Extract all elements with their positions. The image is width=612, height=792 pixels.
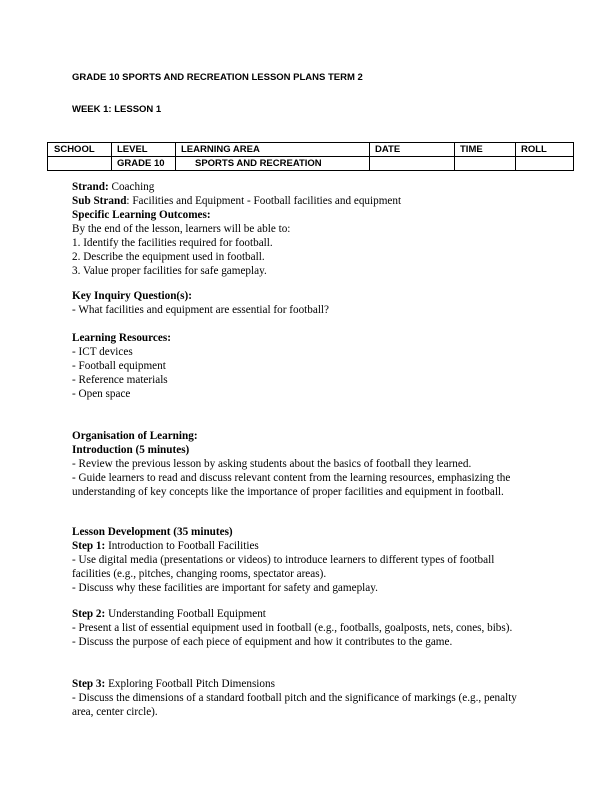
cell-level: GRADE 10 (112, 157, 176, 171)
inquiry-section (72, 289, 552, 317)
strand-section (72, 180, 552, 278)
introduction-label: Introduction (5 minutes) (72, 444, 190, 456)
organisation-label: Organisation of Learning: (72, 430, 198, 442)
header-time: TIME (455, 143, 516, 157)
list-item: - Reference materials (72, 374, 168, 386)
list-item: - Open space (72, 388, 131, 400)
outcomes-label: Specific Learning Outcomes: (72, 209, 211, 221)
cell-roll (516, 157, 574, 171)
organisation-section (72, 429, 552, 499)
header-date: DATE (370, 143, 455, 157)
list-item: - ICT devices (72, 346, 133, 358)
lesson-info-table (47, 142, 574, 171)
header-learning-area: LEARNING AREA (176, 143, 370, 157)
resources-label: Learning Resources: (72, 332, 171, 344)
cell-time (455, 157, 516, 171)
list-item: - Guide learners to read and discuss relevant content from the learning resources, emphasizing the understanding of key concepts like the importance of proper facilities and equipment in football. (72, 472, 511, 498)
step-title: Understanding Football Equipment (105, 608, 266, 620)
step-label: Step 2: (72, 608, 106, 620)
list-item: 2. Describe the equipment used in football. (72, 251, 265, 263)
table-row (48, 157, 574, 171)
list-item: - Discuss the purpose of each piece of equipment and how it contributes to the game. (72, 636, 453, 648)
step-title: Exploring Football Pitch Dimensions (105, 678, 275, 690)
list-item: - Present a list of essential equipment used in football (e.g., footballs, goalposts, nets, cones, bibs). (72, 622, 513, 634)
development-label: Lesson Development (35 minutes) (72, 526, 233, 538)
resources-section (72, 331, 552, 401)
list-item: 1. Identify the facilities required for football. (72, 237, 273, 249)
step-label: Step 3: (72, 678, 106, 690)
development-section (72, 525, 552, 595)
strand-label: Strand: (72, 181, 109, 193)
list-item: 3. Value proper facilities for safe gameplay. (72, 265, 267, 277)
cell-date (370, 157, 455, 171)
sub-strand-value: : Facilities and Equipment - Football facilities and equipment (126, 195, 402, 207)
strand-value: Coaching (108, 181, 155, 193)
sub-strand-label: Sub Strand (72, 195, 127, 207)
step-label: Step 1: (72, 540, 106, 552)
list-item: - Discuss why these facilities are important for safety and gameplay. (72, 582, 378, 594)
cell-learning-area: SPORTS AND RECREATION (176, 157, 370, 171)
list-item: - Discuss the dimensions of a standard football pitch and the significance of markings (e.g., penalty area, center circle). (72, 692, 517, 718)
table-header-row (48, 143, 574, 157)
step-2-section (72, 607, 552, 649)
outcomes-intro: By the end of the lesson, learners will be able to: (72, 223, 291, 235)
header-roll: ROLL (516, 143, 574, 157)
week-heading: WEEK 1: LESSON 1 (72, 104, 162, 115)
list-item: - Football equipment (72, 360, 166, 372)
list-item: - Use digital media (presentations or videos) to introduce learners to different types of football facilities (e.g., pitches, changing rooms, spectator areas). (72, 554, 495, 580)
document-title: GRADE 10 SPORTS AND RECREATION LESSON PLANS TERM 2 (72, 72, 363, 83)
step-title: Introduction to Football Facilities (105, 540, 259, 552)
step-3-section (72, 677, 552, 719)
cell-school (48, 157, 112, 171)
list-item: - What facilities and equipment are essential for football? (72, 304, 330, 316)
list-item: - Review the previous lesson by asking students about the basics of football they learned. (72, 458, 472, 470)
header-level: LEVEL (112, 143, 176, 157)
inquiry-label: Key Inquiry Question(s): (72, 290, 192, 302)
header-school: SCHOOL (48, 143, 112, 157)
